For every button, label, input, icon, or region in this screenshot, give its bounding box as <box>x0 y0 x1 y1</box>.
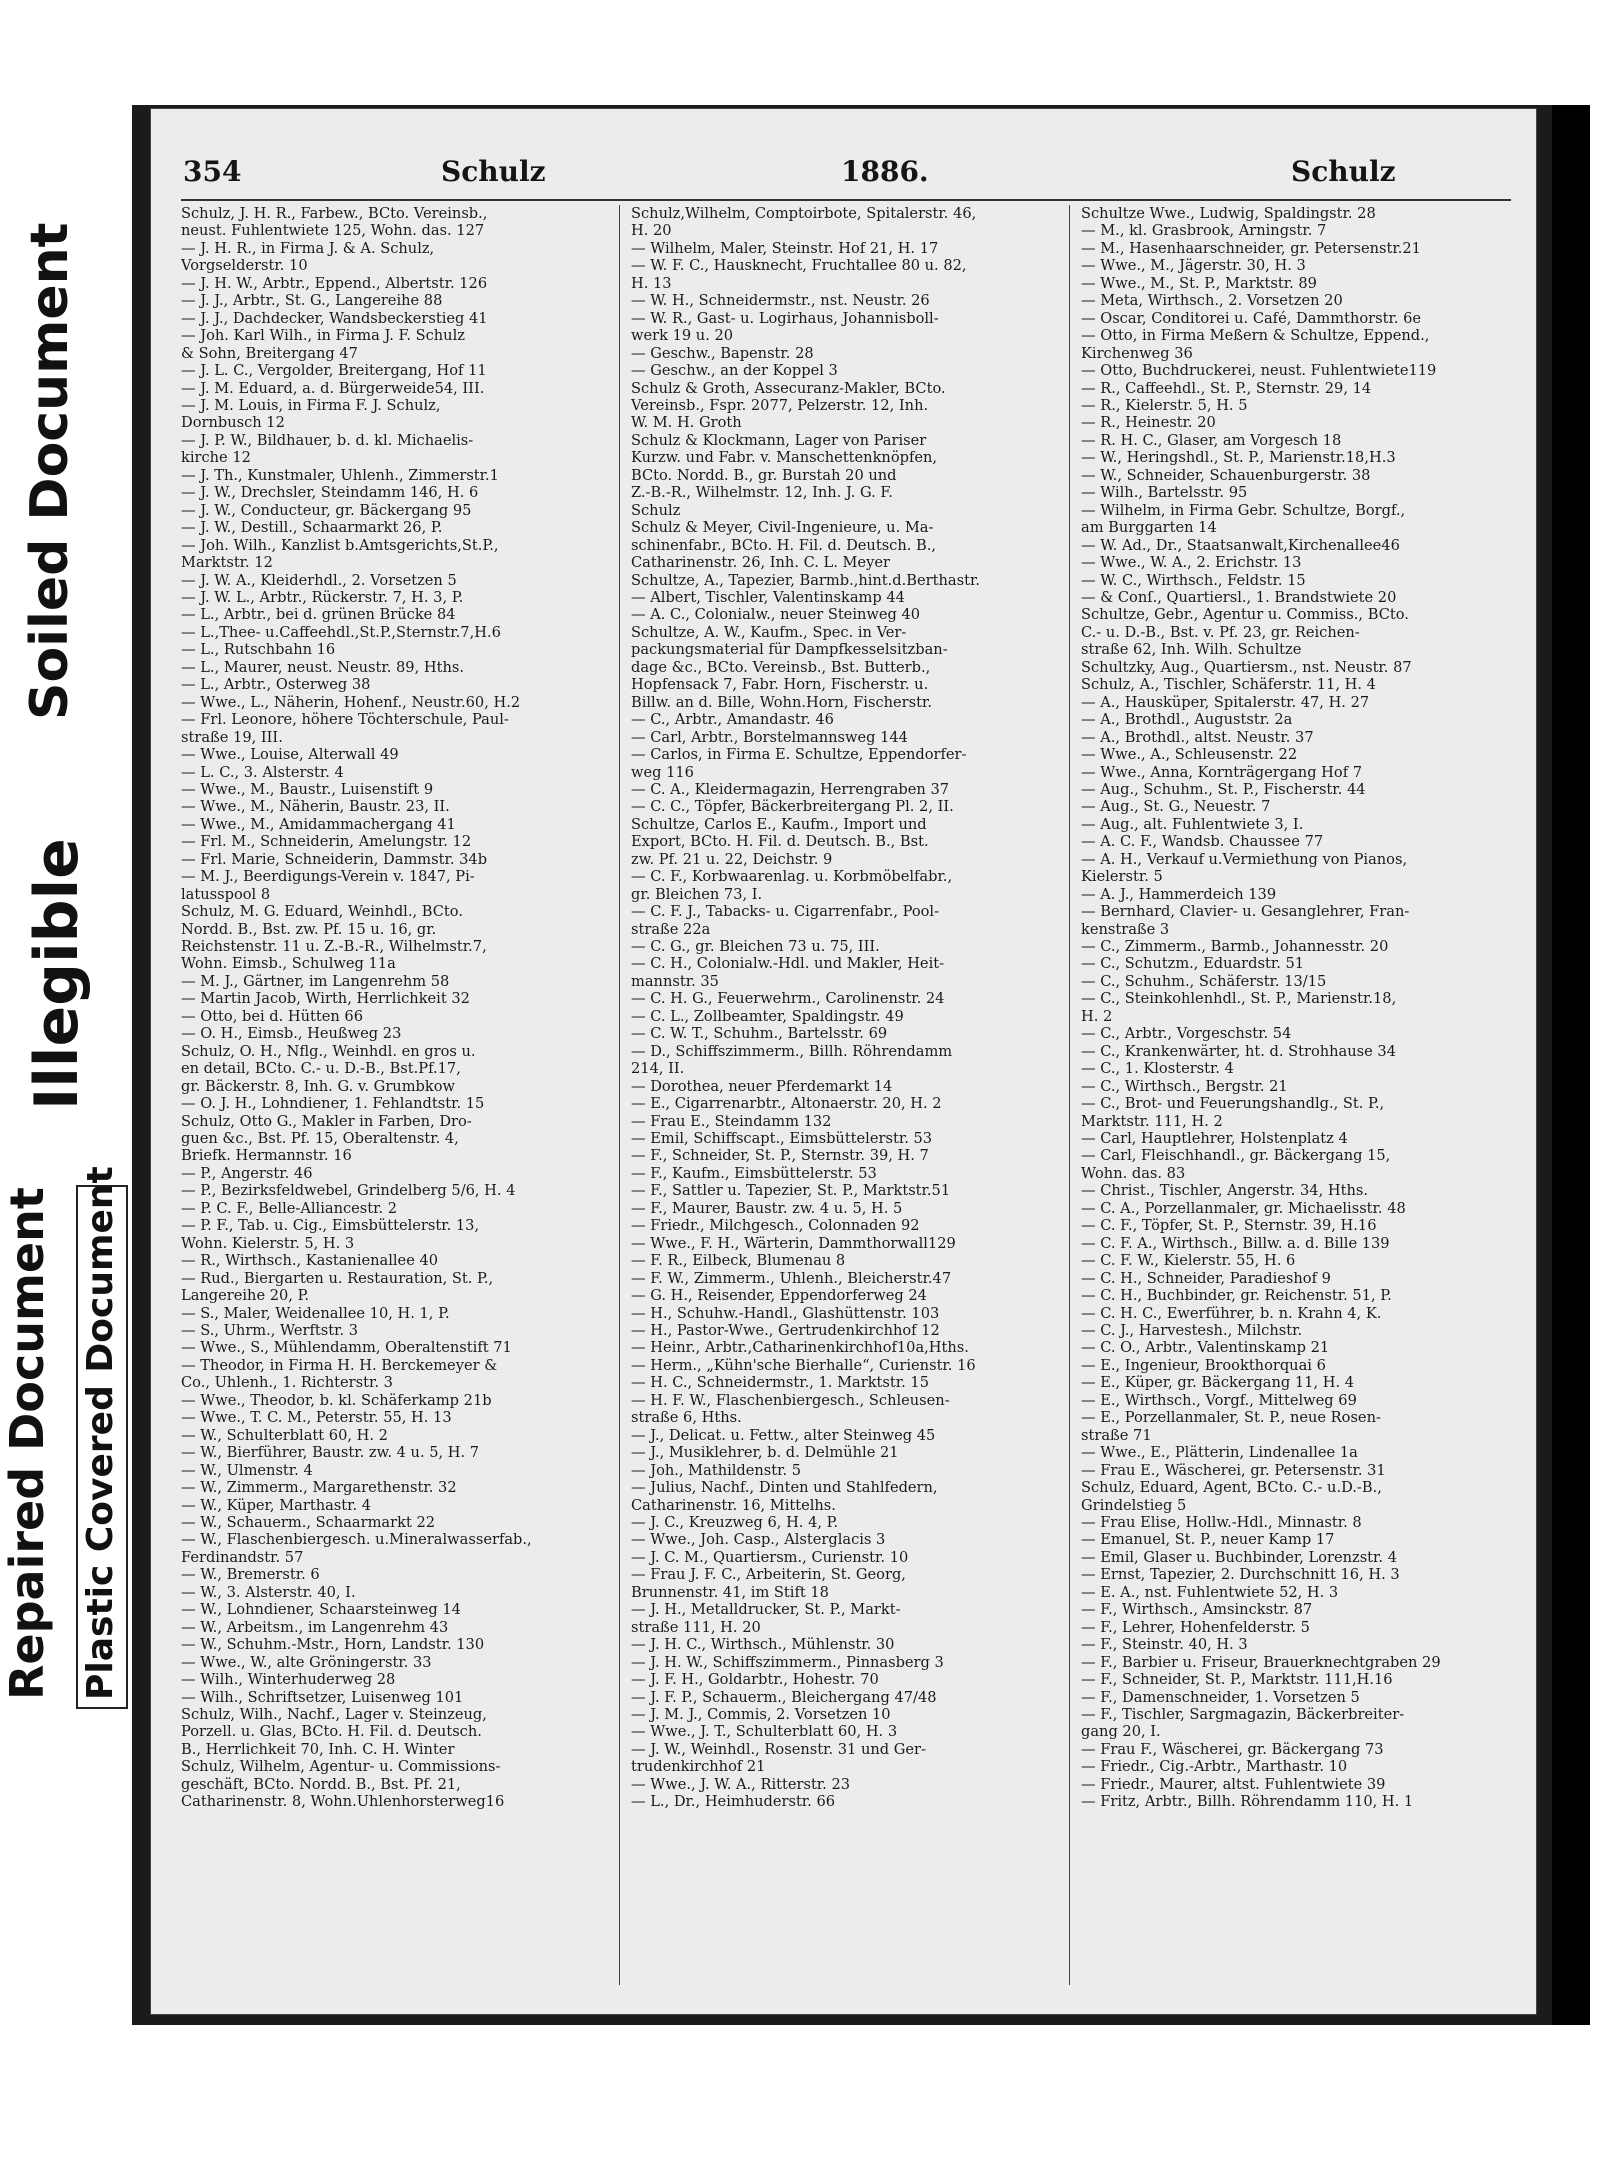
directory-entry-line: — Wwe., S., Mühlendamm, Oberaltenstift 71 <box>181 1339 512 1357</box>
directory-entry-line: — C. H., Colonialw.-Hdl. und Makler, Heit- <box>631 955 945 973</box>
directory-entry-line: — E., Porzellanmaler, St. P., neue Rosen- <box>1081 1409 1381 1427</box>
directory-entry-line: gang 20, I. <box>1081 1723 1161 1741</box>
directory-entry-line: — Christ., Tischler, Angerstr. 34, Hths. <box>1081 1182 1368 1200</box>
directory-entry-line: — F., Lehrer, Hohenfelderstr. 5 <box>1081 1618 1310 1636</box>
directory-entry-line: — J. W., Destill., Schaarmarkt 26, P. <box>181 519 443 537</box>
directory-entry-line: — P., Angerstr. 46 <box>181 1164 313 1182</box>
directory-entry-line: — S., Uhrm., Werftstr. 3 <box>181 1322 359 1339</box>
directory-entry-line: — Wwe., F. H., Wärterin, Dammthorwall129 <box>631 1234 956 1252</box>
column-separator <box>1069 205 1070 1985</box>
directory-entry-line: — Frl. M., Schneiderin, Amelungstr. 12 <box>181 833 472 851</box>
directory-entry-line: — Frl. Leonore, höhere Töchterschule, Paul- <box>181 711 509 729</box>
directory-entry-line: — J. C., Kreuzweg 6, H. 4, P. <box>631 1513 839 1531</box>
directory-entry-line: Porzell. u. Glas, BCto. H. Fil. d. Deutsch. <box>181 1723 482 1741</box>
directory-entry-line: — W., Bierführer, Baustr. zw. 4 u. 5, H. 7 <box>181 1444 480 1462</box>
directory-entry-line: — W. H., Schneidermstr., nst. Neustr. 26 <box>631 292 930 310</box>
directory-entry-line: — C. F., Korbwaarenlag. u. Korbmöbelfabr., <box>631 868 953 886</box>
directory-entry-line: latusspool 8 <box>181 885 271 903</box>
directory-entry-line: — L., Maurer, neust. Neustr. 89, Hths. <box>181 658 464 676</box>
directory-entry-line: — J. L. C., Vergolder, Breitergang, Hof 11 <box>181 362 487 380</box>
directory-entry-line: — J. Th., Kunstmaler, Uhlenh., Zimmerstr.1 <box>181 466 499 484</box>
edition-year: 1886. <box>841 155 929 188</box>
directory-entry-line: — Wwe., A., Schleusenstr. 22 <box>1081 746 1298 764</box>
directory-entry-line: H. 13 <box>631 274 672 292</box>
directory-entry-line: H. 2 <box>1081 1007 1113 1025</box>
directory-entry-line: — C., Arbtr., Vorgeschstr. 54 <box>1081 1025 1292 1043</box>
directory-entry-line: trudenkirchhof 21 <box>631 1758 766 1776</box>
directory-entry-line: Ferdinandstr. 57 <box>181 1548 304 1566</box>
directory-entry-line: — H. C., Schneidermstr., 1. Marktstr. 15 <box>631 1374 929 1392</box>
directory-entry-line: — A. J., Hammerdeich 139 <box>1081 885 1277 903</box>
directory-entry-line: — Joh. Karl Wilh., in Firma J. F. Schulz <box>181 327 465 345</box>
directory-entry-line: — J. W. A., Kleiderhdl., 2. Vorsetzen 5 <box>181 571 457 589</box>
directory-entry-line: — Wwe., M., St. P., Marktstr. 89 <box>1081 274 1317 292</box>
directory-entry-line: — Emil, Schiffscapt., Eimsbüttelerstr. 53 <box>631 1130 933 1148</box>
directory-entry-line: gr. Bleichen 73, I. <box>631 885 763 903</box>
directory-entry-line: — Emanuel, St. P., neuer Kamp 17 <box>1081 1531 1335 1549</box>
directory-entry-line: Catharinenstr. 26, Inh. C. L. Meyer <box>631 554 890 572</box>
directory-entry-line: — Oscar, Conditorei u. Café, Dammthorstr. 6e <box>1081 309 1422 327</box>
directory-entry-line: — J. W., Drechsler, Steindamm 146, H. 6 <box>181 484 479 502</box>
directory-entry-line: Billw. an d. Bille, Wohn.Horn, Fischerstr. <box>631 693 932 711</box>
directory-entry-line: Langereihe 20, P. <box>181 1287 310 1305</box>
directory-entry-line: straße 19, III. <box>181 728 283 746</box>
directory-entry-line: — Joh., Mathildenstr. 5 <box>631 1461 802 1479</box>
directory-entry-line: — W., Zimmerm., Margarethenstr. 32 <box>181 1479 457 1497</box>
directory-entry-line: — J. M. J., Commis, 2. Vorsetzen 10 <box>631 1705 891 1723</box>
directory-entry-line: — F., Maurer, Baustr. zw. 4 u. 5, H. 5 <box>631 1199 903 1217</box>
directory-entry-line: & Sohn, Breitergang 47 <box>181 344 358 362</box>
directory-entry-line: — C., Zimmerm., Barmb., Johannesstr. 20 <box>1081 938 1389 956</box>
directory-entry-line: — W., Bremerstr. 6 <box>181 1566 320 1584</box>
directory-entry-line: — Wilhelm, in Firma Gebr. Schultze, Borgf., <box>1081 501 1406 519</box>
directory-entry-line: Schultze, Carlos E., Kaufm., Import und <box>631 815 927 833</box>
directory-entry-line: — J. M. Eduard, a. d. Bürgerweide54, III. <box>181 379 485 397</box>
directory-entry-line: Grindelstieg 5 <box>1081 1496 1187 1514</box>
directory-entry-line: — O. H., Eimsb., Heußweg 23 <box>181 1025 402 1043</box>
directory-entry-line: — E., Cigarrenarbtr., Altonaerstr. 20, H. 2 <box>631 1095 942 1113</box>
directory-entry-line: — Theodor, in Firma H. H. Berckemeyer & <box>181 1356 498 1374</box>
directory-entry-line: — Wilhelm, Maler, Steinstr. Hof 21, H. 17 <box>631 239 939 257</box>
directory-entry-line: — Wwe., Joh. Casp., Alsterglacis 3 <box>631 1531 886 1549</box>
directory-entry-line: — C. H. C., Ewerführer, b. n. Krahn 4, K. <box>1081 1304 1382 1322</box>
directory-entry-line: Schulz <box>631 501 681 519</box>
directory-entry-line: — J. P. W., Bildhauer, b. d. kl. Michaelis- <box>181 431 474 449</box>
directory-entry-line: straße 62, Inh. Wilh. Schultze <box>1081 641 1302 659</box>
directory-entry-line: — C. J., Harvestesh., Milchstr. <box>1081 1322 1303 1339</box>
directory-entry-line: guen &c., Bst. Pf. 15, Oberaltenstr. 4, <box>181 1130 459 1148</box>
directory-entry-line: Schultze, A. W., Kaufm., Spec. in Ver- <box>631 623 907 641</box>
directory-entry-line: — C. O., Arbtr., Valentinskamp 21 <box>1081 1339 1330 1357</box>
directory-entry-line: — F. W., Zimmerm., Uhlenh., Bleicherstr.47 <box>631 1269 952 1287</box>
directory-entry-line: — J. W. L., Arbtr., Rückerstr. 7, H. 3, P. <box>181 588 464 606</box>
directory-entry-line: — C., Krankenwärter, ht. d. Strohhause 34 <box>1081 1042 1396 1060</box>
directory-entry-line: — Heinr., Arbtr.,Catharinenkirchhof10a,Hths. <box>631 1339 969 1357</box>
directory-entry-line: — Martin Jacob, Wirth, Herrlichkeit 32 <box>181 990 470 1008</box>
plastic-covered-document-label: Plastic Covered Document <box>80 1166 121 1700</box>
directory-entry-line: — P., Bezirksfeldwebel, Grindelberg 5/6, H. 4 <box>181 1182 516 1200</box>
directory-entry-line: dage &c., BCto. Vereinsb., Bst. Butterb., <box>631 658 931 676</box>
directory-entry-line: en detail, BCto. C.- u. D.-B., Bst.Pf.17, <box>181 1060 461 1078</box>
directory-entry-line: — Carl, Arbtr., Borstelmannsweg 144 <box>631 728 908 746</box>
directory-entry-line: — A. H., Verkauf u.Vermiethung von Pianos, <box>1081 850 1408 868</box>
directory-entry-line: — C. A., Porzellanmaler, gr. Michaelisstr. 48 <box>1081 1199 1406 1217</box>
directory-entry-line: — Albert, Tischler, Valentinskamp 44 <box>631 588 905 606</box>
directory-entry-line: — Friedr., Cig.-Arbtr., Marthastr. 10 <box>1081 1758 1348 1776</box>
directory-entry-line: — W. R., Gast- u. Logirhaus, Johannisboll- <box>631 309 939 327</box>
directory-entry-line: Schulz, Wilhelm, Agentur- u. Commissions- <box>181 1758 501 1776</box>
repaired-document-label: Repaired Document <box>0 1187 54 1700</box>
directory-entry-line: B., Herrlichkeit 70, Inh. C. H. Winter <box>181 1740 455 1758</box>
directory-entry-line: — Wwe., M., Amidammachergang 41 <box>181 815 456 833</box>
directory-entry-line: — J. W., Weinhdl., Rosenstr. 31 und Ger- <box>631 1740 926 1758</box>
directory-entry-line: — Fritz, Arbtr., Billh. Röhrendamm 110, H. 1 <box>1081 1793 1414 1811</box>
directory-entry-line: — Wilh., Winterhuderweg 28 <box>181 1671 396 1689</box>
directory-entry-line: — F., Wirthsch., Amsinckstr. 87 <box>1081 1601 1313 1619</box>
directory-entry-line: — Dorothea, neuer Pferdemarkt 14 <box>631 1077 893 1095</box>
directory-entry-line: — W., Lohndiener, Schaarsteinweg 14 <box>181 1601 461 1619</box>
directory-entry-line: — Wwe., Louise, Alterwall 49 <box>181 746 399 764</box>
column-separator <box>619 205 620 1985</box>
directory-entry-line: — C. G., gr. Bleichen 73 u. 75, III. <box>631 938 880 956</box>
directory-entry-line: — Frau Elise, Hollw.-Hdl., Minnastr. 8 <box>1081 1513 1362 1531</box>
directory-entry-line: — C., 1. Klosterstr. 4 <box>1081 1060 1234 1078</box>
directory-entry-line: Schulz & Klockmann, Lager von Pariser <box>631 431 927 449</box>
directory-entry-line: — P. C. F., Belle-Alliancestr. 2 <box>181 1199 398 1217</box>
directory-column-2 <box>631 205 1059 1995</box>
left-running-head: Schulz <box>441 155 546 188</box>
directory-entry-line: — C., Wirthsch., Bergstr. 21 <box>1081 1077 1288 1095</box>
directory-entry-line: — A. C. F., Wandsb. Chaussee 77 <box>1081 833 1324 851</box>
directory-entry-line: — H., Pastor-Wwe., Gertrudenkirchhof 12 <box>631 1322 940 1339</box>
directory-entry-line: — Carl, Hauptlehrer, Holstenplatz 4 <box>1081 1130 1348 1148</box>
directory-entry-line: — R. H. C., Glaser, am Vorgesch 18 <box>1081 431 1342 449</box>
directory-entry-line: — Aug., St. G., Neuestr. 7 <box>1081 798 1271 816</box>
directory-entry-line: — R., Wirthsch., Kastanienallee 40 <box>181 1252 439 1270</box>
directory-entry-line: — J. J., Arbtr., St. G., Langereihe 88 <box>181 292 443 310</box>
directory-entry-line: — Julius, Nachf., Dinten und Stahlfedern, <box>631 1479 938 1497</box>
directory-entry-line: — G. H., Reisender, Eppendorferweg 24 <box>631 1287 927 1305</box>
directory-entry-line: — Aug., Schuhm., St. P., Fischerstr. 44 <box>1081 780 1366 798</box>
directory-entry-line: Wohn. Eimsb., Schulweg 11a <box>181 955 396 973</box>
directory-entry-line: — W., Ulmenstr. 4 <box>181 1461 313 1479</box>
directory-entry-line: — Joh. Wilh., Kanzlist b.Amtsgerichts,St.P., <box>181 536 499 554</box>
directory-entry-line: — Wwe., M., Jägerstr. 30, H. 3 <box>1081 257 1306 275</box>
directory-entry-line: — J. H. C., Wirthsch., Mühlenstr. 30 <box>631 1636 895 1654</box>
directory-entry-line: 214, II. <box>631 1060 685 1078</box>
directory-entry-line: — C. A., Kleidermagazin, Herrengraben 37 <box>631 780 950 798</box>
directory-entry-line: — Wilh., Schriftsetzer, Luisenweg 101 <box>181 1688 464 1706</box>
directory-entry-line: — F., Damenschneider, 1. Vorsetzen 5 <box>1081 1688 1360 1706</box>
directory-entry-line: — L., Dr., Heimhuderstr. 66 <box>631 1793 836 1811</box>
directory-entry-line: — W. Ad., Dr., Staatsanwalt,Kirchenallee46 <box>1081 536 1400 554</box>
directory-entry-line: Kielerstr. 5 <box>1081 868 1163 886</box>
directory-entry-line: — H. F. W., Flaschenbiergesch., Schleusen- <box>631 1391 950 1409</box>
directory-entry-line: Catharinenstr. 8, Wohn.Uhlenhorsterweg16 <box>181 1793 505 1811</box>
directory-entry-line: — E., Ingenieur, Brookthorquai 6 <box>1081 1356 1326 1374</box>
directory-entry-line: — C. F. W., Kielerstr. 55, H. 6 <box>1081 1252 1296 1270</box>
page-number: 354 <box>183 155 242 188</box>
directory-entry-line: — D., Schiffszimmerm., Billh. Röhrendamm <box>631 1042 953 1060</box>
document-condition-sidebar <box>0 0 150 2177</box>
directory-entry-line: — Frau E., Wäscherei, gr. Petersenstr. 31 <box>1081 1461 1386 1479</box>
directory-entry-line: — J. H. R., in Firma J. & A. Schulz, <box>181 239 435 257</box>
directory-entry-line: — W., Schuhm.-Mstr., Horn, Landstr. 130 <box>181 1636 485 1654</box>
directory-entry-line: — Frau F., Wäscherei, gr. Bäckergang 73 <box>1081 1740 1384 1758</box>
directory-entry-line: — C., Arbtr., Amandastr. 46 <box>631 711 834 729</box>
directory-entry-line: — W., Flaschenbiergesch. u.Mineralwasserfab., <box>181 1531 532 1549</box>
directory-entry-line: — C. C., Töpfer, Bäckerbreitergang Pl. 2, II. <box>631 798 954 816</box>
directory-entry-line: — Friedr., Milchgesch., Colonnaden 92 <box>631 1217 920 1235</box>
directory-entry-line: — A., Brothdl., altst. Neustr. 37 <box>1081 728 1314 746</box>
directory-entry-line: — O. J. H., Lohndiener, 1. Fehlandtstr. 15 <box>181 1095 485 1113</box>
directory-entry-line: Marktstr. 12 <box>181 554 273 572</box>
directory-entry-line: — Geschw., Bapenstr. 28 <box>631 344 814 362</box>
directory-entry-line: — Wwe., E., Plätterin, Lindenallee 1a <box>1081 1444 1358 1462</box>
directory-entry-line: Schulz,Wilhelm, Comptoirbote, Spitalerstr. 46, <box>631 205 977 222</box>
directory-entry-line: Schulz, J. H. R., Farbew., BCto. Vereinsb., <box>181 205 488 222</box>
directory-entry-line: — Aug., alt. Fuhlentwiete 3, I. <box>1081 815 1304 833</box>
directory-entry-line: — Wwe., M., Baustr., Luisenstift 9 <box>181 780 434 798</box>
directory-entry-line: — M., Hasenhaarschneider, gr. Petersenstr.21 <box>1081 239 1421 257</box>
directory-entry-line: — R., Caffeehdl., St. P., Sternstr. 29, 14 <box>1081 379 1372 397</box>
directory-entry-line: — W., Arbeitsm., im Langenrehm 43 <box>181 1618 449 1636</box>
directory-entry-line: — A., Brothdl., Auguststr. 2a <box>1081 711 1293 729</box>
directory-entry-line: Catharinenstr. 16, Mittelhs. <box>631 1496 836 1514</box>
directory-entry-line: — M. J., Beerdigungs-Verein v. 1847, Pi- <box>181 868 475 886</box>
directory-entry-line: schinenfabr., BCto. H. Fil. d. Deutsch. B., <box>631 536 937 554</box>
directory-entry-line: — Emil, Glaser u. Buchbinder, Lorenzstr. 4 <box>1081 1548 1397 1566</box>
directory-entry-line: — Wwe., Anna, Kornträgergang Hof 7 <box>1081 763 1363 781</box>
directory-entry-line: — J. H. W., Arbtr., Eppend., Albertstr. 126 <box>181 274 488 292</box>
directory-entry-line: gr. Bäckerstr. 8, Inh. G. v. Grumbkow <box>181 1077 455 1095</box>
directory-entry-line: Co., Uhlenh., 1. Richterstr. 3 <box>181 1374 393 1392</box>
directory-entry-line: — R., Kielerstr. 5, H. 5 <box>1081 396 1248 414</box>
directory-entry-line: — L. C., 3. Alsterstr. 4 <box>181 763 344 781</box>
directory-entry-line: Schultzky, Aug., Quartiersm., nst. Neustr. 87 <box>1081 658 1412 676</box>
directory-entry-line: — L., Arbtr., Osterweg 38 <box>181 676 371 694</box>
directory-entry-line: — Frl. Marie, Schneiderin, Dammstr. 34b <box>181 850 488 868</box>
directory-entry-line: Kurzw. und Fabr. v. Manschettenknöpfen, <box>631 449 938 467</box>
directory-entry-line: werk 19 u. 20 <box>631 327 734 345</box>
directory-entry-line: Reichstenstr. 11 u. Z.-B.-R., Wilhelmstr.7, <box>181 938 487 956</box>
directory-entry-line: — C. F. A., Wirthsch., Billw. a. d. Bille 139 <box>1081 1234 1390 1252</box>
directory-entry-line: — M. J., Gärtner, im Langenrehm 58 <box>181 972 450 990</box>
directory-entry-line: Export, BCto. H. Fil. d. Deutsch. B., Bst. <box>631 833 929 851</box>
directory-entry-line: — F., Schneider, St. P., Marktstr. 111,H.16 <box>1081 1671 1393 1689</box>
directory-entry-line: Wohn. Kielerstr. 5, H. 3 <box>181 1234 355 1252</box>
directory-entry-line: Marktstr. 111, H. 2 <box>1081 1112 1223 1130</box>
directory-entry-line: — & Conſ., Quartiersl., 1. Brandstwiete 20 <box>1081 588 1397 606</box>
header-rule <box>181 199 1511 201</box>
directory-entry-line: — J., Delicat. u. Fettw., alter Steinweg 45 <box>631 1426 936 1444</box>
directory-entry-line: Briefk. Hermannstr. 16 <box>181 1147 352 1165</box>
scan-right-edge <box>1552 105 1590 2025</box>
directory-entry-line: W. M. H. Groth <box>631 414 742 432</box>
directory-entry-line: — F., Kaufm., Eimsbüttelerstr. 53 <box>631 1164 877 1182</box>
directory-entry-line: — W. F. C., Hausknecht, Fruchtallee 80 u. 82, <box>631 257 967 275</box>
directory-entry-line: Schulz & Groth, Assecuranz-Makler, BCto. <box>631 379 946 397</box>
directory-entry-line: Kirchenweg 36 <box>1081 344 1193 362</box>
directory-entry-line: — Herm., „Kühn'sche Bierhalle“, Curienstr. 16 <box>631 1356 976 1374</box>
directory-entry-line: — Friedr., Maurer, altst. Fuhlentwiete 39 <box>1081 1775 1386 1793</box>
directory-entry-line: — C., Schuhm., Schäferstr. 13/15 <box>1081 972 1327 990</box>
directory-entry-line: straße 71 <box>1081 1426 1152 1444</box>
directory-entry-line: — F., Barbier u. Friseur, Brauerknechtgraben 29 <box>1081 1653 1441 1671</box>
directory-entry-line: Schultze, A., Tapezier, Barmb.,hint.d.Berthastr. <box>631 571 980 589</box>
directory-entry-line: packungsmaterial für Dampfkesselsitzban- <box>631 641 948 659</box>
directory-entry-line: — Wwe., L., Näherin, Hohenf., Neustr.60, H.2 <box>181 693 521 711</box>
directory-entry-line: — J. C. M., Quartiersm., Curienstr. 10 <box>631 1548 909 1566</box>
directory-entry-line: Vorgselderstr. 10 <box>181 257 308 275</box>
directory-entry-line: — C. L., Zollbeamter, Spaldingstr. 49 <box>631 1007 904 1025</box>
directory-entry-line: — E., Wirthsch., Vorgf., Mittelweg 69 <box>1081 1391 1357 1409</box>
directory-column-1 <box>181 205 609 1995</box>
directory-entry-line: am Burggarten 14 <box>1081 519 1217 537</box>
directory-entry-line: Schultze, Gebr., Agentur u. Commiss., BCto. <box>1081 606 1409 624</box>
page-header <box>151 109 1536 188</box>
directory-entry-line: Schulz, Eduard, Agent, BCto. C.- u.D.-B., <box>1081 1479 1382 1497</box>
directory-entry-line: — E., Küper, gr. Bäckergang 11, H. 4 <box>1081 1374 1355 1392</box>
directory-entry-line: — S., Maler, Weidenallee 10, H. 1, P. <box>181 1304 450 1322</box>
directory-entry-line: weg 116 <box>631 763 694 781</box>
directory-entry-line: straße 22a <box>631 920 711 938</box>
directory-entry-line: — W., Heringshdl., St. P., Marienstr.18,H.3 <box>1081 449 1396 467</box>
directory-entry-line: — E. A., nst. Fuhlentwiete 52, H. 3 <box>1081 1583 1339 1601</box>
directory-entry-line: — F., Tischler, Sargmagazin, Bäckerbreiter- <box>1081 1705 1405 1723</box>
directory-entry-line: — C. H., Buchbinder, gr. Reichenstr. 51, P. <box>1081 1287 1392 1305</box>
directory-entry-line: — J. M. Louis, in Firma F. J. Schulz, <box>181 396 441 414</box>
directory-entry-line: zw. Pf. 21 u. 22, Deichstr. 9 <box>631 850 833 868</box>
directory-entry-line: — Wwe., M., Näherin, Baustr. 23, II. <box>181 798 450 816</box>
directory-entry-line: kenstraße 3 <box>1081 920 1170 938</box>
directory-entry-line: — J. H., Metalldrucker, St. P., Markt- <box>631 1601 901 1619</box>
directory-entry-line: — Wwe., J. W. A., Ritterstr. 23 <box>631 1775 851 1793</box>
directory-entry-line: — J. F. P., Schauerm., Bleichergang 47/48 <box>631 1688 937 1706</box>
directory-entry-line: — C., Brot- und Feuerungshandlg., St. P., <box>1081 1095 1385 1113</box>
directory-entry-line: — W. C., Wirthsch., Feldstr. 15 <box>1081 571 1306 589</box>
directory-entry-line: C.- u. D.-B., Bst. v. Pf. 23, gr. Reichen- <box>1081 623 1360 641</box>
directory-entry-line: Z.-B.-R., Wilhelmstr. 12, Inh. J. G. F. <box>631 484 893 502</box>
directory-entry-line: — Frau J. F. C., Arbeiterin, St. Georg, <box>631 1566 906 1584</box>
directory-entry-line: straße 6, Hths. <box>631 1409 742 1427</box>
directory-entry-line: — Geschw., an der Koppel 3 <box>631 362 838 380</box>
directory-entry-line: — Wwe., J. T., Schulterblatt 60, H. 3 <box>631 1723 898 1741</box>
directory-entry-line: — A., Hausküper, Spitalerstr. 47, H. 27 <box>1081 693 1370 711</box>
directory-entry-line: straße 111, H. 20 <box>631 1618 761 1636</box>
directory-entry-line: — Wwe., W. A., 2. Erichstr. 13 <box>1081 554 1302 572</box>
directory-entry-line: — J. W., Conducteur, gr. Bäckergang 95 <box>181 501 472 519</box>
directory-entry-line: — W., 3. Alsterstr. 40, I. <box>181 1583 356 1601</box>
right-running-head: Schulz <box>1291 155 1396 188</box>
directory-page <box>150 108 1537 2015</box>
directory-entry-line: Nordd. B., Bst. zw. Pf. 15 u. 16, gr. <box>181 920 437 938</box>
directory-entry-line: — J., Musiklehrer, b. d. Delmühle 21 <box>631 1444 899 1462</box>
directory-entry-line: — C., Steinkohlenhdl., St. P., Marienstr.18, <box>1081 990 1397 1008</box>
directory-entry-line: kirche 12 <box>181 449 251 467</box>
directory-entry-line: — H., Schuhw.-Handl., Glashüttenstr. 103 <box>631 1304 940 1322</box>
directory-entry-line: Schulz, M. G. Eduard, Weinhdl., BCto. <box>181 903 463 921</box>
directory-entry-line: — C. F., Töpfer, St. P., Sternstr. 39, H.16 <box>1081 1217 1377 1235</box>
soiled-document-label: Soiled Document <box>20 222 80 720</box>
directory-entry-line: — L., Arbtr., bei d. grünen Brücke 84 <box>181 606 456 624</box>
directory-entry-line: H. 20 <box>631 222 672 240</box>
directory-entry-line: Schultze Wwe., Ludwig, Spaldingstr. 28 <box>1081 205 1376 222</box>
directory-entry-line: — J. J., Dachdecker, Wandsbeckerstieg 41 <box>181 309 488 327</box>
directory-entry-line: — Otto, in Firma Meßern & Schultze, Eppend., <box>1081 327 1430 345</box>
directory-entry-line: Wohn. das. 83 <box>1081 1164 1186 1182</box>
directory-entry-line: — C., Schutzm., Eduardstr. 51 <box>1081 955 1305 973</box>
directory-entry-line: geschäft, BCto. Nordd. B., Bst. Pf. 21, <box>181 1775 461 1793</box>
directory-entry-line: neust. Fuhlentwiete 125, Wohn. das. 127 <box>181 222 485 240</box>
directory-entry-line: — Rud., Biergarten u. Restauration, St. P., <box>181 1269 494 1287</box>
directory-entry-line: — M., kl. Grasbrook, Arningstr. 7 <box>1081 222 1327 240</box>
directory-entry-line: Schulz & Meyer, Civil-Ingenieure, u. Ma- <box>631 519 934 537</box>
directory-entry-line: — L., Rutschbahn 16 <box>181 641 336 659</box>
directory-entry-line: — F. R., Eilbeck, Blumenau 8 <box>631 1252 846 1270</box>
directory-entry-line: — Wwe., W., alte Gröningerstr. 33 <box>181 1653 432 1671</box>
directory-entry-line: — Meta, Wirthsch., 2. Vorsetzen 20 <box>1081 292 1343 310</box>
directory-entry-line: Hopfensack 7, Fabr. Horn, Fischerstr. u. <box>631 676 929 694</box>
directory-entry-line: — W., Schneider, Schauenburgerstr. 38 <box>1081 466 1371 484</box>
directory-entry-line: — W., Schauerm., Schaarmarkt 22 <box>181 1513 436 1531</box>
directory-entry-line: — C. W. T., Schuhm., Bartelsstr. 69 <box>631 1025 888 1043</box>
directory-entry-line: — J. H. W., Schiffszimmerm., Pinnasberg 3 <box>631 1653 944 1671</box>
directory-entry-line: Vereinsb., Fspr. 2077, Pelzerstr. 12, Inh. <box>631 396 929 414</box>
directory-entry-line: — F., Sattler u. Tapezier, St. P., Marktstr.51 <box>631 1182 951 1200</box>
directory-entry-line: — F., Steinstr. 40, H. 3 <box>1081 1636 1248 1654</box>
directory-entry-line: — Wwe., Theodor, b. kl. Schäferkamp 21b <box>181 1391 492 1409</box>
directory-entry-line: Brunnenstr. 41, im Stift 18 <box>631 1583 829 1601</box>
directory-entry-line: — Ernst, Tapezier, 2. Durchschnitt 16, H. 3 <box>1081 1566 1400 1584</box>
illegible-label: Illegible <box>22 838 92 1110</box>
directory-entry-line: — W., Küper, Marthastr. 4 <box>181 1496 372 1514</box>
directory-entry-line: — F., Schneider, St. P., Sternstr. 39, H. 7 <box>631 1147 929 1165</box>
directory-entry-line: Schulz, A., Tischler, Schäferstr. 11, H. 4 <box>1081 676 1376 694</box>
directory-entry-line: — Bernhard, Clavier- u. Gesanglehrer, Fran- <box>1081 903 1410 921</box>
directory-entry-line: — R., Heinestr. 20 <box>1081 414 1216 432</box>
directory-entry-line: Schulz, Wilh., Nachf., Lager v. Steinzeug, <box>181 1705 487 1723</box>
directory-entry-line: — Otto, bei d. Hütten 66 <box>181 1007 363 1025</box>
directory-entry-line: — C. H. G., Feuerwehrm., Carolinenstr. 24 <box>631 990 945 1008</box>
directory-entry-line: BCto. Nordd. B., gr. Burstah 20 und <box>631 466 897 484</box>
directory-entry-line: Schulz, Otto G., Makler in Farben, Dro- <box>181 1112 472 1130</box>
directory-entry-line: — P. F., Tab. u. Cig., Eimsbüttelerstr. 13, <box>181 1217 480 1235</box>
directory-entry-line: — L.,Thee- u.Caffeehdl.,St.P.,Sternstr.7,H.6 <box>181 623 501 641</box>
directory-entry-line: — C. H., Schneider, Paradieshof 9 <box>1081 1269 1331 1287</box>
directory-entry-line: — Carl, Fleischhandl., gr. Bäckergang 15, <box>1081 1147 1391 1165</box>
directory-entry-line: — J. F. H., Goldarbtr., Hohestr. 70 <box>631 1671 879 1689</box>
directory-entry-line: — Otto, Buchdruckerei, neust. Fuhlentwiete119 <box>1081 362 1437 380</box>
directory-column-3 <box>1081 205 1509 1995</box>
directory-entry-line: mannstr. 35 <box>631 972 719 990</box>
directory-entry-line: — Frau E., Steindamm 132 <box>631 1112 832 1130</box>
directory-entry-line: — W., Schulterblatt 60, H. 2 <box>181 1426 388 1444</box>
directory-entry-line: — C. F. J., Tabacks- u. Cigarrenfabr., Pool- <box>631 903 940 921</box>
directory-entry-line: Schulz, O. H., Nflg., Weinhdl. en gros u. <box>181 1042 476 1060</box>
directory-entry-line: — A. C., Colonialw., neuer Steinweg 40 <box>631 606 921 624</box>
directory-entry-line: — Wwe., T. C. M., Peterstr. 55, H. 13 <box>181 1409 452 1427</box>
directory-entry-line: — Wilh., Bartelsstr. 95 <box>1081 484 1248 502</box>
directory-entry-line: — Carlos, in Firma E. Schultze, Eppendorfer- <box>631 746 967 764</box>
directory-entry-line: Dornbusch 12 <box>181 414 285 432</box>
